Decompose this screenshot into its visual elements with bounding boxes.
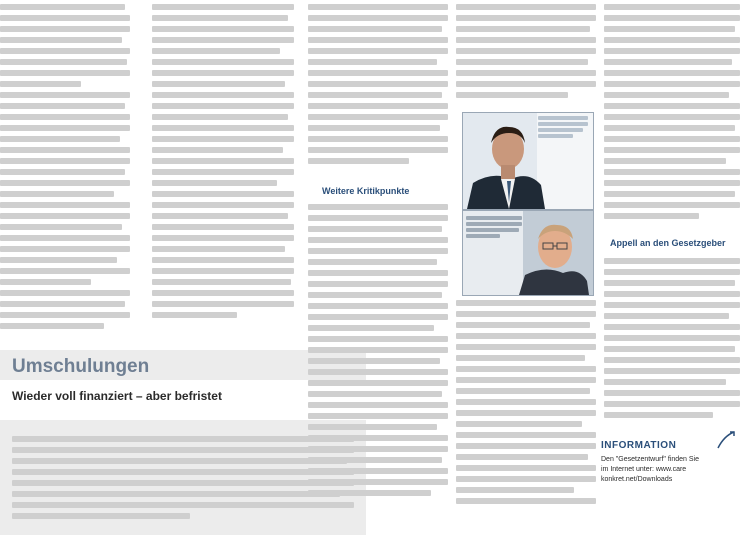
article-column-3 [308,0,448,535]
heading-appell-an-den-gesetzgeber: Appell an den Gesetzgeber [610,238,726,248]
page-curl-icon [714,428,738,452]
information-line-1: Den "Gesetzentwurf" finden Sie [601,456,699,463]
information-box [601,440,742,535]
umschulungen-title: Umschulungen [12,356,150,377]
column-2-text-placeholder [152,4,294,323]
column-4-text-bottom [456,300,596,509]
column-4-text-top [456,4,596,103]
column-5-text-top [604,4,740,224]
article-column-4 [456,0,596,535]
caption-photo-1 [538,116,588,140]
information-title: INFORMATION [601,440,677,451]
column-3-text-top [308,4,448,169]
umschulungen-text-placeholder [12,436,354,524]
heading-weitere-kritikpunkte: Weitere Kritikpunkte [322,186,410,196]
caption-photo-2 [466,216,522,240]
column-3-text-bottom [308,204,448,501]
umschulungen-subtitle: Wieder voll finanziert – aber befristet [12,389,222,403]
information-line-2: im Internet unter: www.care [601,466,687,473]
column-1-text-placeholder [0,4,130,334]
information-link[interactable]: konkret.net/Downloads [601,476,673,483]
column-5-text-bottom [604,258,740,423]
